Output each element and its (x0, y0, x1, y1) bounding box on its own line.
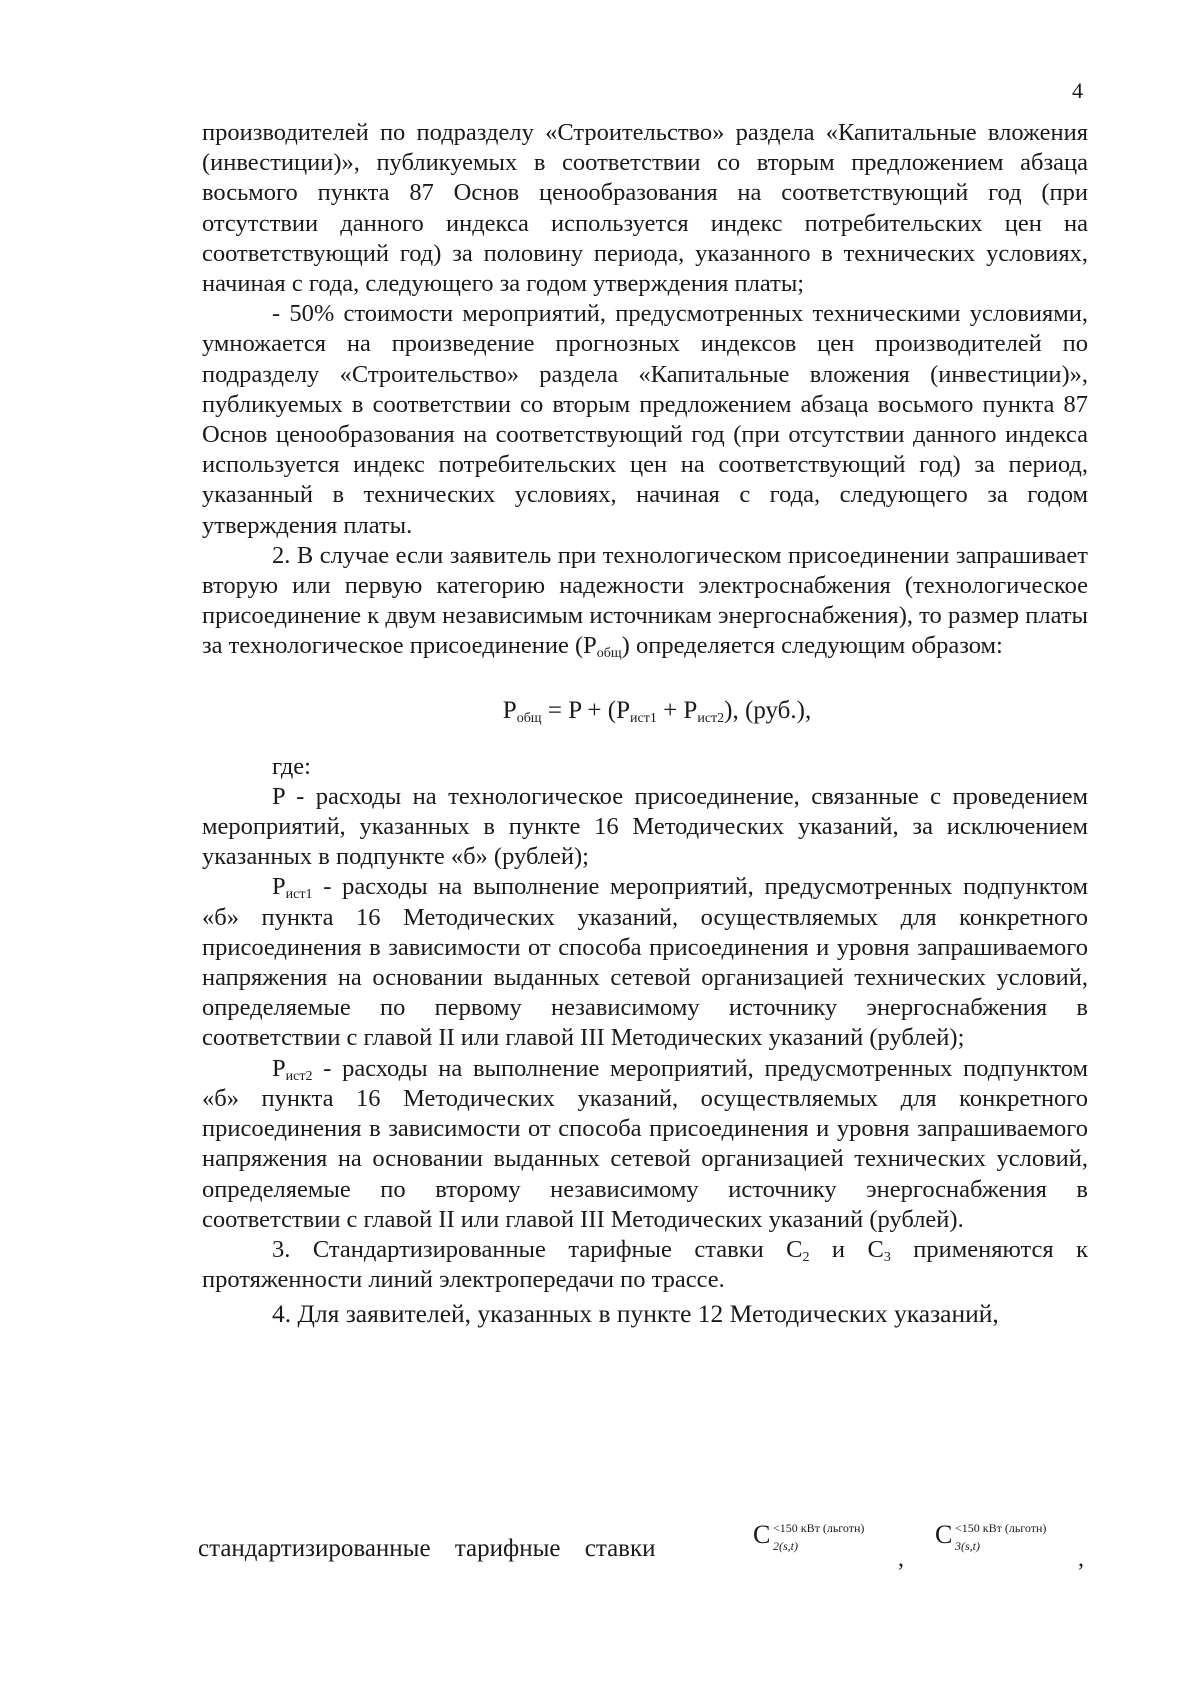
where-label: где: (272, 752, 311, 780)
formula-sub-source1: ист1 (630, 710, 657, 726)
item-2-text-end: ) определяется следующим образом: (621, 632, 1003, 660)
document-body (202, 118, 1088, 1330)
definition-p-source2 (202, 1054, 1088, 1235)
paragraph-continuation: производителей по подразделу «Строительство» раздела «Капитальные вложения (инвестиции)», публикуемых в соответствии со вторым предложением абзаца восьмого пункта 87 Основ ценообразования на соответствующий год (при отсутствии данного индекса используется индекс потребительских цен на соответствующий год) за половину периода, указанного в технических условиях, начиная с года, следующего за годом утверждения платы; (202, 119, 1088, 298)
formula-lhs-subscript: общ (516, 710, 542, 726)
formula-total-payment (202, 696, 1088, 726)
paragraph-fifty-percent: - 50% стоимости мероприятий, предусмотренных техническими условиями, умножается на произведение прогнозных индексов цен производителей по подразделу «Строительство» раздела «Капитальные вложения (инвестиции)», публикуемых в соответствии со вторым предложением абзаца восьмого пункта 87 Основ ценообразования на соответствующий год (при отсутствии данного индекса используется индекс потребительских цен на соответствующий год) за период, указанный в технических условиях, начиная с года, следующего за годом утверждения платы. (202, 300, 1088, 539)
rates-line-text: стандартизированные тарифные ставки (198, 1535, 656, 1562)
definition-symbol: P (272, 1054, 286, 1082)
rate-separator-comma: , (898, 1546, 904, 1572)
rate-c2-subscript: 2(s,t) (773, 1539, 798, 1553)
rate-c3-subscript: 3(s,t) (955, 1539, 980, 1553)
rate-trailing-comma: , (1078, 1546, 1084, 1572)
definition-symbol: P (272, 873, 286, 901)
rate-c3-letter: C (935, 1520, 953, 1549)
formula-plus: + P (656, 696, 698, 724)
item-3-sub-b: 3 (883, 1249, 891, 1265)
rate-c3-preferential (935, 1520, 1047, 1553)
paragraph-item-2 (202, 541, 1088, 662)
rate-c2-preferential (753, 1520, 865, 1553)
item-2-text: 2. В случае если заявитель при технологическом присоединении запрашивает вторую или первую категорию надежности электроснабжения (технологическое присоединение к двум независимым источникам энергоснабжения), то размер платы за технологическое присоединение (P (202, 541, 1088, 660)
formula-eq: = P + (P (541, 696, 630, 724)
rate-c2-superscript: <150 кВт (льготн) (773, 1521, 865, 1535)
paragraph-item-3 (202, 1235, 1088, 1295)
definition-text: - расходы на выполнение мероприятий, предусмотренных подпунктом «б» пункта 16 Методических указаний, осуществляемых для конкретного присоединения в зависимости от способа присоединения и уровня запрашиваемого напряжения на основании выданных сетевой организацией технических условий, определяемые по второму независимому источнику энергоснабжения в соответствии с главой II или главой III Методических указаний (рублей). (202, 1054, 1088, 1233)
item-3-text-end: применяются к протяженности линий электропередачи по трассе. (202, 1235, 1089, 1294)
subscript-total: общ (596, 646, 622, 662)
page-number: 4 (1072, 78, 1083, 103)
formula-tail: ), (руб.), (724, 696, 812, 724)
definition-subscript: ист1 (285, 887, 313, 903)
item-3-text: 3. Стандартизированные тарифные ставки C (272, 1235, 803, 1263)
rate-c3-superscript: <150 кВт (льготн) (955, 1521, 1047, 1535)
rate-c2-letter: C (753, 1520, 771, 1549)
paragraph-item-4: 4. Для заявителей, указанных в пункте 12 Методических указаний, (272, 1299, 999, 1329)
definition-p: P - расходы на технологическое присоединение, связанные с проведением мероприятий, указанных в пункте 16 Методических указаний, за исключением указанных в подпункте «б» (рублей); (202, 782, 1088, 871)
item-3-sub-a: 2 (802, 1249, 810, 1265)
item-3-mid: и C (809, 1235, 884, 1263)
formula-sub-source2: ист2 (697, 710, 725, 726)
formula-lhs: P (502, 696, 517, 724)
definition-subscript: ист2 (285, 1068, 313, 1084)
definition-p-source1 (202, 872, 1088, 1053)
definition-text: - расходы на выполнение мероприятий, предусмотренных подпунктом «б» пункта 16 Методических указаний, осуществляемых для конкретного присоединения в зависимости от способа присоединения и уровня запрашиваемого напряжения на основании выданных сетевой организацией технических условий, определяемые по первому независимому источнику энергоснабжения в соответствии с главой II или главой III Методических указаний (рублей); (202, 873, 1088, 1052)
